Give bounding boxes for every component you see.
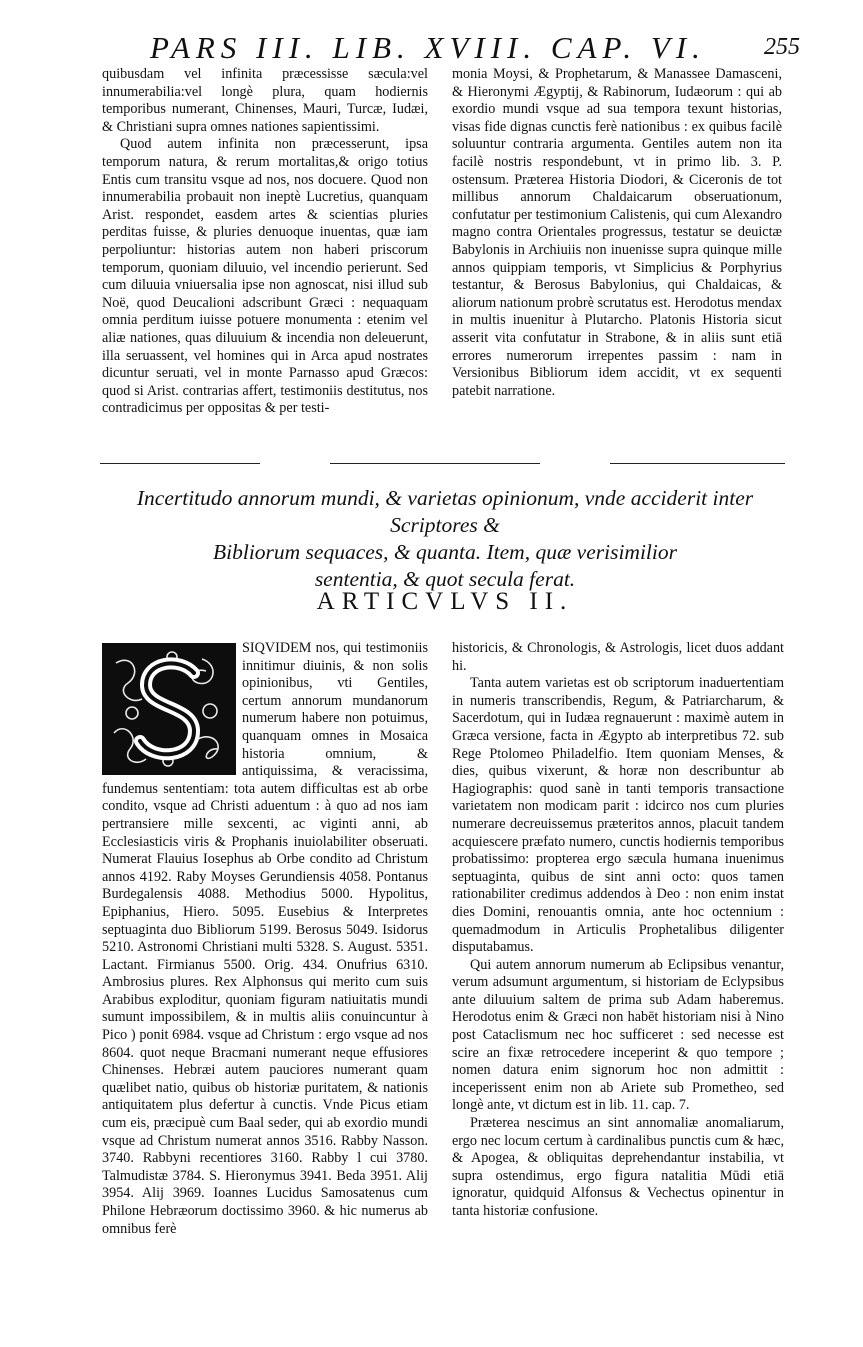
article-label: ARTICVLVS II. <box>316 588 574 615</box>
section-heading-line: sententia, & quot secula ferat. <box>314 567 576 591</box>
divider-rule <box>100 463 260 464</box>
section-heading <box>100 485 790 593</box>
paragraph: historicis, & Chronologis, & Astrologis, licet duos addant hi. <box>452 640 784 674</box>
section-heading-line: Bibliorum sequaces, & quanta. Item, quæ verisimilior <box>212 540 677 564</box>
page-number: 255 <box>764 34 800 60</box>
divider-rule <box>610 463 785 464</box>
top-right-column <box>452 66 782 400</box>
paragraph: Tanta autem varietas est ob scriptorum inaduertentiam in numeris transcribendis, Regum, & Patriarcharum, & Sacerdotum, qui in Iudæa regnauerunt : maximè autem in Græca versione, facta in Ægypto ab interpretibus 72. sub Rege Ptolomeo Philadelfio. Item quoniam Menses, & dies, quibus vixerunt, & horæ non describuntur ab Hagiographis: quod sanè in tanti temporis transactione varietatem non modicam parit : idcirco nos cum pluries numerare decreuissemus præteritos annos, placuit tandem acquiescere præfato numero, cunctis hodiernis temporibus probatissimo: propterea ergo sæcula humana inuenimus septuaginta, quibus de sint anni octo: quos tamen rationabiliter credimus addendos à Deo : non enim instat dies Domini, renouantis omnia, ante hoc octennium : quemadmodum in Articulis Prophetalibus diligenter disputabamus. <box>452 675 784 956</box>
paragraph: Qui autem annorum numerum ab Eclipsibus venantur, verum adsumunt argumentum, si historiam de Eclypsibus ante diluuium saltem de prima sub Adam haberemus. Herodotus enim & Græci non habēt historiam nisi à Nino post Cataclismum nec hoc sufficeret : sed necesse est scire an fixæ retrocedere inceperint & quo tempore ; nomen datura enim signorum hoc non admittit : inceperissent enim non ab Ariete sub Prometheo, sed longè ante, vt dictum est in lib. 11. cap. 7. <box>452 956 784 1114</box>
initial-spacer <box>102 640 242 776</box>
section-heading-line: Incertitudo annorum mundi, & varietas opinionum, vnde acciderit inter Scriptores & <box>136 486 754 537</box>
top-left-column <box>102 66 428 418</box>
divider-rule <box>330 463 540 464</box>
running-header <box>150 30 800 64</box>
paragraph: monia Moysi, & Prophetarum, & Manassee Damasceni, & Hieronymi Ægyptij, & Rabinorum, Iudæorum : qui ab exordio mundi vsque ad sua tempora texunt historias, visas fide dignas cunctis ferè nationibus : ex quibus facilè soluuntur contraria argumenta. Gentiles autem non ita facilè nostris respondebunt, vt in primo lib. 3. P. ostensum. Præterea Historia Diodori, & Ciceronis de tot millibus annorum Chaldaicarum obseruationum, confutatur per testimonium Calistenis, qui cum Alexandro magno contra Orientales progressus, testatur se deuictæ Babylonis in Archiuiis non inuenisse supra quinque mille annos quippiam temporis, vt Simplicius & Porphyrius testantur, & Berosus Babylonius, qui Chaldaicas, & aliorum nationum probrè scrutatus est. Herodotus mendax in multis inuenitur à Plutarcho. Platonis Historia sicut asserit vita confutatur in Strabone, & in aliis sunt etiā errores numerorum irrepentes passim : nam in Versionibus Bibliorum idem accidit, vt ex sequenti patebit narratione. <box>452 66 782 399</box>
paragraph: quibusdam vel infinita præcessisse sæcula:vel innumerabilia:vel longè plura, quam hodiernis temporibus numerant, Chinenses, Mauri, Turcæ, Iudæi, & Christiani supra omnes nationes sapientissimi. <box>102 66 428 135</box>
paragraph: Præterea nescimus an sint annomaliæ anomaliarum, ergo nec locum certum à cardinalibus punctis cum & hæc, & Apogea, & obliquitas deprehendantur instabilia, vt supra ostendimus, ergo figura natalitia Mūdi etiā ignoratur, quidquid Alfonsus & Vechectus opinentur in tanta historiæ confusione. <box>452 1115 784 1219</box>
bottom-right-column <box>452 640 784 1221</box>
bottom-left-column <box>102 640 428 1238</box>
paragraph: Quod autem infinita non præcesserunt, ipsa temporum natura, & rerum mortalitas,& origo totius Entis cum transitu vsque ad nos, nos docuere. Quod non innumerabilia probauit non ineptè Lucretius, quanquam Arist. respondet, easdem artes & scientias pluries perditas fuisse, & pluries denuoque inuentas, quæ iam perpoliuntur: historias autem non haberi priscorum temporum, quoniam diluuio, vel incendio perierunt. Sed cum diluuia vniuersalia ipse non agnoscat, nisi illud sub Noë, quod Deucalioni adscribunt Græci : nequaquam omnia perditum iuisse potuere monumenta : etenim vel aliæ nationes, quas diluuium & incendia non deleuerunt, illa seruassent, vel homines qui in Arca apud nostrates dicuntur seruati, vel in monte Parnasso apud Græcos: quod si Arist. contrarias affert, testimoniis destitutus, nos contradicimus per oppositas & per testi- <box>102 136 428 417</box>
running-title: PARS III. LIB. XVIII. CAP. VI. <box>150 30 706 65</box>
paragraph: SIQVIDEM nos, qui testimoniis innitimur diuinis, & non solis opinionibus, vti Gentiles, certum annorum mundanorum numerum habere non potuimus, quanquam omnes in Mosaica historia omnium, & antiquissima, & veracissima, fundemus sententiam: tota autem difficultas est ab orbe condito, vsque ad Christi aduentum : à quo ad nos iam pertransiere mille sexcenti, ac viginti anni, ab Ecclesiasticis viris & Prophanis inuiolabiliter obseruati. Numerat Flauius Iosephus ab Orbe condito ad Christum annos 4192. Raby Moyses Gerundiensis 4058. Pontanus Burdegalensis 4088. Methodius 5000. Hypolitus, Epiphanius, Hiero. 5095. Eusebius & Interpretes septuaginta duo Bibliorum 5199. Berosus 5049. Isidorus 5210. Astronomi Christiani multi 5328. S. August. 5351. Lactant. Firmianus 5500. Orig. 434. Onufrius 6310. Ambrosius plures. Rex Alphonsus qui merito cum suis Arabibus exploditur, quoniam figuram natiuitatis mundi sumunt impossibilem, & in multis aliis conuincuntur à Pico ) ponit 6984. vsque ad Christum : ergo vsque ad nos 8604. quot neque Bracmani numerant neque effusiores Chinenses. Hebræi autem pauciores numerant quam quælibet natio, quibus ob historiæ puritatem, & nationis antiquitatem plus defertur à cunctis. Vnde Picus etiam cum eis, præcipuè cum Baal seder, qui ab exordio mundi vsque ad Christum numerat annos 3516. Rabby Nasson. 3740. Rabbyni recentiores 3160. Rabby l cui 3780. Talmudistæ 3784. S. Hieronymus 3941. Beda 3951. Alij 3954. Alij 3969. Ioannes Lucidus Samosatenus cum Philone Hebræorum doctissimo 3960. & hic numerus ab omnibus ferè <box>102 640 428 1237</box>
